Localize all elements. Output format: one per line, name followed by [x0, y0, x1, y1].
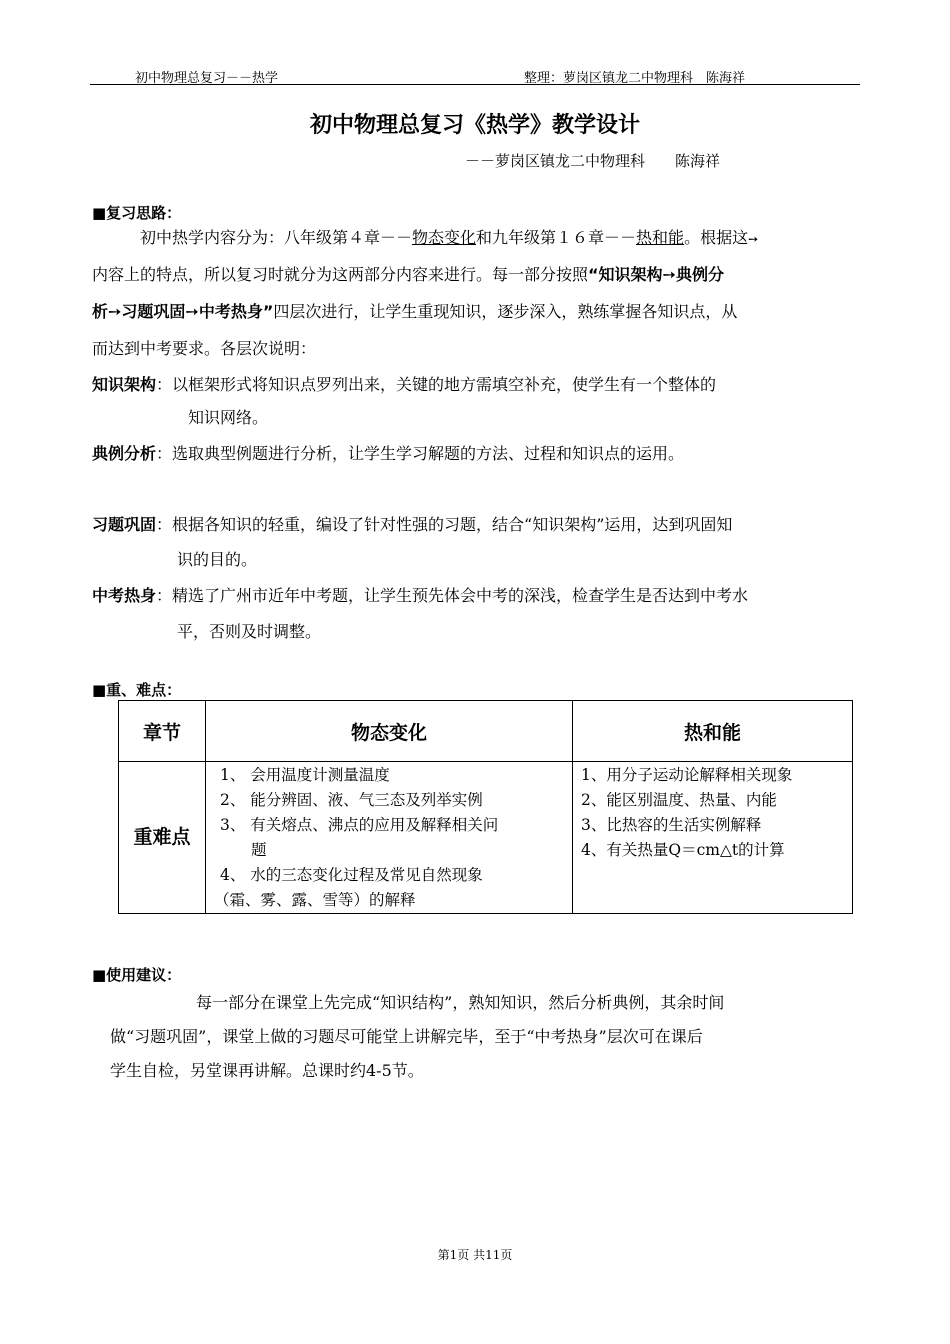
review-ideas-line-1 [140, 225, 758, 248]
level-colon: ： [156, 375, 173, 394]
suggestions-line-1: 每一部分在课堂上先完成“知识结构”，熟知知识，然后分析典例，其余时间 [196, 993, 725, 1012]
level-text: 选取典型例题进行分析，让学生学习解题的方法、过程和知识点的运用。 [172, 444, 685, 463]
col-header-heat-energy: 热和能 [573, 701, 853, 762]
list-item: 4、 水的三态变化过程及常见自然现象 [220, 866, 483, 884]
list-item: 3、比热容的生活实例解释 [581, 816, 762, 834]
review-ideas-line-3 [92, 299, 737, 322]
author-byline: －－萝岗区镇龙二中物理科 陈海祥 [465, 152, 721, 170]
bold-phrase: “知识架构➙典例分 [588, 265, 724, 284]
level-colon: ： [156, 444, 173, 463]
level-label: 知识架构 [92, 375, 157, 394]
list-item: 3、 有关熔点、沸点的应用及解释相关问 [220, 816, 499, 834]
text-run: 初中热学内容分为：八年级第４章－－ [140, 228, 413, 247]
key-points-table [118, 700, 853, 914]
text-run: 内容上的特点，所以复习时就分为这两部分内容来进行。每一部分按照 [92, 265, 589, 284]
list-item: 题 [220, 841, 267, 859]
list-item: 4、有关热量Q＝cm△t的计算 [581, 841, 785, 859]
list-item: 1、用分子运动论解释相关现象 [581, 766, 793, 784]
page-title: 初中物理总复习《热学》教学设计 [309, 113, 640, 138]
level-knowledge-framework-cont: 知识网络。 [188, 408, 269, 427]
level-colon: ： [156, 515, 173, 534]
level-label: 典例分析 [92, 444, 157, 463]
heat-energy-cell [573, 762, 853, 914]
level-knowledge-framework [92, 372, 716, 395]
bold-phrase: 析➙习题巩固➙中考热身” [92, 302, 274, 321]
arrow-glyph: ➙ [748, 232, 759, 246]
text-run: 。根据这 [684, 228, 749, 247]
underlined-term-heat-energy: 热和能 [636, 228, 685, 247]
level-exam-warmup-cont: 平，否则及时调整。 [177, 622, 322, 641]
page-number-footer: 第1页 共11页 [437, 1248, 513, 1262]
level-exam-warmup [92, 583, 748, 606]
underlined-term-state-change: 物态变化 [412, 228, 477, 247]
table-row [119, 762, 853, 914]
level-label: 习题巩固 [92, 515, 157, 534]
row-label-key-points: 重难点 [119, 762, 206, 914]
level-text: 以框架形式将知识点罗列出来，关键的地方需填空补充，使学生有一个整体的 [172, 375, 717, 394]
level-text: 精选了广州市近年中考题，让学生预先体会中考的深浅，检查学生是否达到中考水 [172, 586, 749, 605]
level-exercise-consolidation-cont: 识的目的。 [177, 550, 258, 569]
level-text: 根据各知识的轻重，编设了针对性强的习题，结合“知识架构”运用，达到巩固知 [172, 515, 733, 534]
review-ideas-line-2 [92, 262, 724, 285]
suggestions-line-2: 做“习题巩固”，课堂上做的习题尽可能堂上讲解完毕，至于“中考热身”层次可在课后 [110, 1027, 703, 1046]
state-change-cell [206, 762, 573, 914]
col-header-chapter: 章节 [119, 701, 206, 762]
level-colon: ： [156, 586, 173, 605]
review-ideas-heading: ■复习思路： [92, 204, 182, 222]
running-header-right: 整理：萝岗区镇龙二中物理科 陈海祥 [524, 71, 746, 86]
table-header-row [119, 701, 853, 762]
header-rule [90, 84, 860, 85]
list-item: 1、 会用温度计测量温度 [220, 766, 390, 784]
list-item: （霜、雾、露、雪等）的解释 [214, 891, 416, 909]
list-item: 2、 能分辨固、液、气三态及列举实例 [220, 791, 483, 809]
text-run: 和九年级第１６章－－ [476, 228, 637, 247]
list-item: 2、能区别温度、热量、内能 [581, 791, 777, 809]
level-exercise-consolidation [92, 512, 732, 535]
review-ideas-line-4: 而达到中考要求。各层次说明： [92, 339, 317, 358]
suggestions-heading: ■使用建议： [92, 966, 182, 984]
suggestions-line-3: 学生自检，另堂课再讲解。总课时约4-5节。 [110, 1061, 424, 1080]
level-label: 中考热身 [92, 586, 157, 605]
text-run: 四层次进行，让学生重现知识，逐步深入，熟练掌握各知识点，从 [273, 302, 738, 321]
col-header-state-change: 物态变化 [206, 701, 573, 762]
key-points-heading: ■重、难点： [92, 681, 182, 699]
running-header-left: 初中物理总复习－－热学 [135, 71, 279, 86]
level-example-analysis [92, 441, 684, 464]
